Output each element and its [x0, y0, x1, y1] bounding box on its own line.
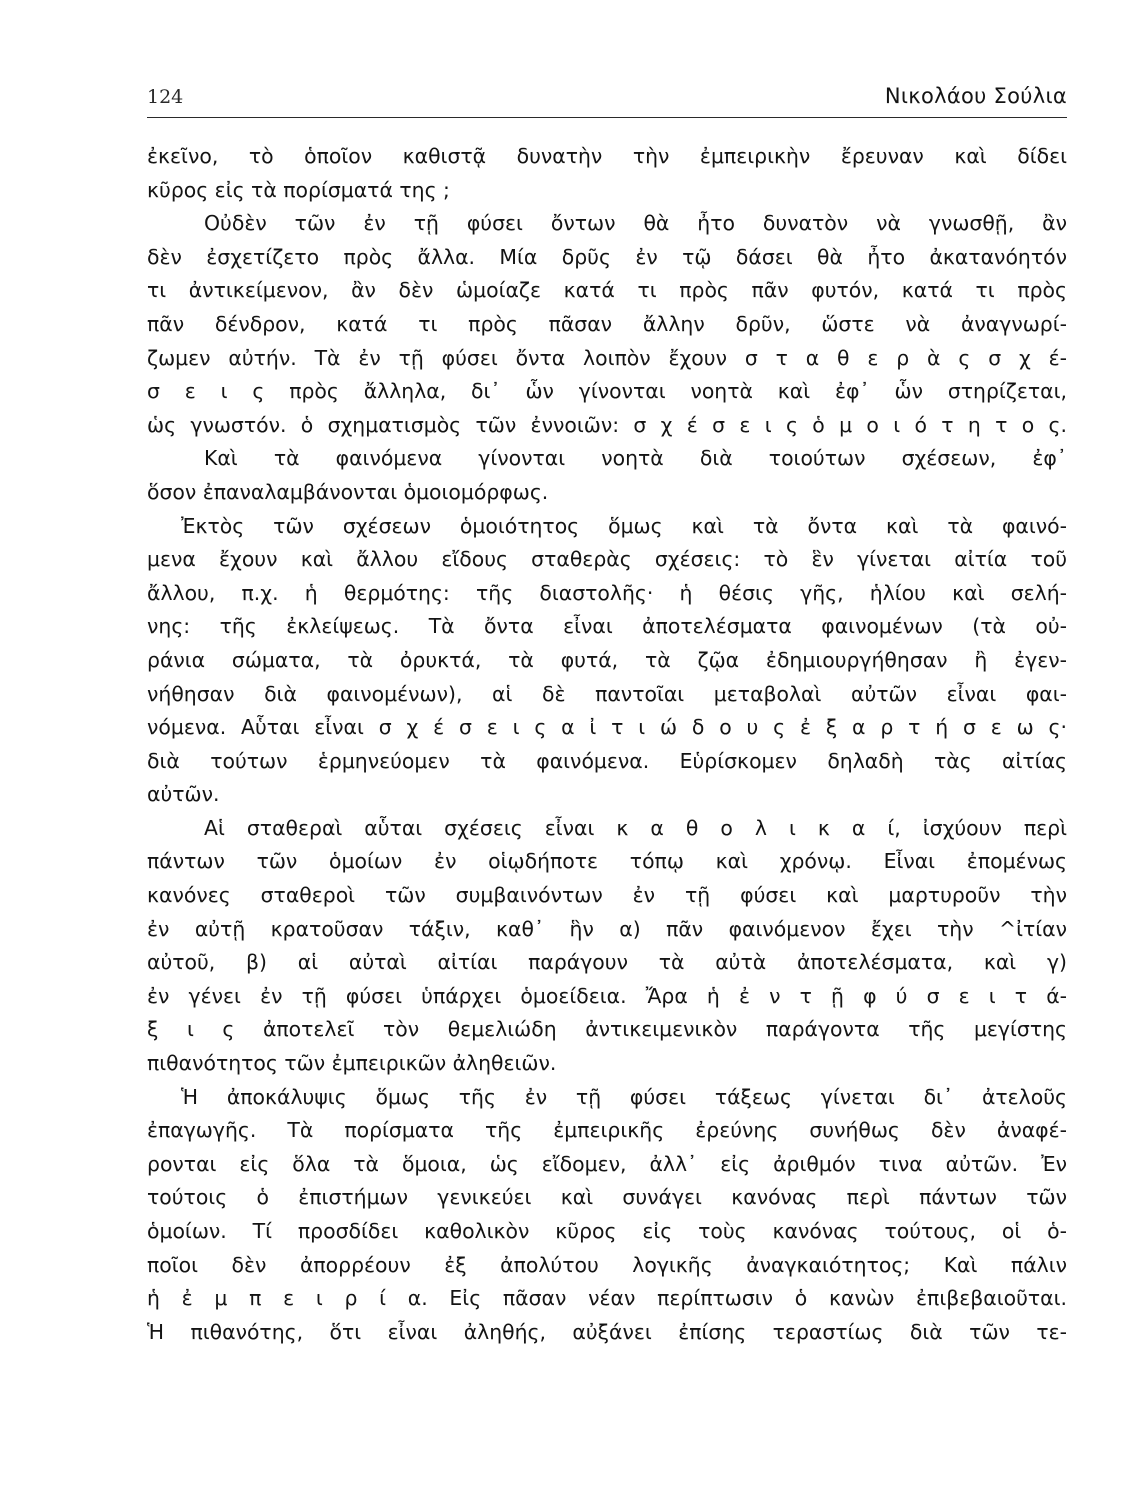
text-line: πᾶν δένδρον, κατά τι πρὸς πᾶσαν ἄλλην δρῦν, ὥστε νὰ ἀναγνωρί-: [147, 311, 1067, 336]
text-line: νόμενα. Αὗται εἶναι σ χ έ σ ε ι ς α ἰ τ ι ώ δ ο υ ς ἐ ξ α ρ τ ή σ ε ω ς·: [147, 715, 1067, 740]
text-line: μενα ἔχουν καὶ ἄλλου εἴδους σταθερὰς σχέσεις: τὸ ἓν γίνεται αἰτία τοῦ: [147, 547, 1067, 572]
text-line: ξ ι ς ἀποτελεῖ τὸν θεμελιώδη ἀντικειμενικὸν παράγοντα τῆς μεγίστης: [147, 1017, 1067, 1042]
text-line: πιθανότητος τῶν ἐμπειρικῶν ἀληθειῶν.: [147, 1051, 557, 1076]
text-line: Αἱ σταθεραὶ αὗται σχέσεις εἶναι κ α θ ο λ ι κ α ί, ἰσχύουν περὶ: [204, 815, 1067, 840]
text-line: ζωμεν αὐτήν. Τὰ ἐν τῇ φύσει ὄντα λοιπὸν ἔχουν σ τ α θ ε ρ ὰ ς σ χ έ-: [147, 345, 1067, 370]
text-line: Ἡ πιθανότης, ὅτι εἶναι ἀληθής, αὐξάνει ἐπίσης τεραστίως διὰ τῶν τε-: [147, 1319, 1067, 1344]
text-line: ὅσον ἐπαναλαμβάνονται ὁμοιομόρφως.: [147, 479, 549, 504]
text-line: σ ε ι ς πρὸς ἄλληλα, δι᾿ ὧν γίνονται νοητὰ καὶ ἐφ᾿ ὧν στηρίζεται,: [147, 379, 1067, 404]
text-line: ἐκεῖνο, τὸ ὁποῖον καθιστᾷ δυνατὴν τὴν ἐμπειρικὴν ἔρευναν καὶ δίδει: [147, 144, 1067, 168]
text-line: νήθησαν διὰ φαινομένων), αἱ δὲ παντοῖαι μεταβολαὶ αὐτῶν εἶναι φαι-: [147, 681, 1067, 706]
text-line: Ἡ ἀποκάλυψις ὅμως τῆς ἐν τῇ φύσει τάξεως γίνεται δι᾿ ἀτελοῦς: [181, 1084, 1067, 1109]
text-line: ἡ ἐ μ π ε ι ρ ί α. Εἰς πᾶσαν νέαν περίπτωσιν ὁ κανὼν ἐπιβεβαιοῦται.: [147, 1286, 1067, 1311]
running-head: [147, 84, 1067, 114]
text-line: Ἐκτὸς τῶν σχέσεων ὁμοιότητος ὅμως καὶ τὰ ὄντα καὶ τὰ φαινό-: [181, 513, 1067, 538]
text-line: τούτοις ὁ ἐπιστήμων γενικεύει καὶ συνάγει κανόνας περὶ πάντων τῶν: [147, 1185, 1067, 1210]
text-line: κανόνες σταθεροὶ τῶν συμβαινόντων ἐν τῇ φύσει καὶ μαρτυροῦν τὴν: [147, 883, 1067, 908]
text-line: αὐτοῦ, β) αἱ αὐταὶ αἰτίαι παράγουν τὰ αὐτὰ ἀποτελέσματα, καὶ γ): [147, 950, 1067, 975]
text-line: ποῖοι δὲν ἀπορρέουν ἐξ ἀπολύτου λογικῆς ἀναγκαιότητος; Καὶ πάλιν: [147, 1252, 1067, 1277]
text-line: ἐπαγωγῆς. Τὰ πορίσματα τῆς ἐμπειρικῆς ἐρεύνης συνήθως δὲν ἀναφέ-: [147, 1118, 1067, 1143]
text-line: τι ἀντικείμενον, ἂν δὲν ὡμοίαζε κατά τι πρὸς πᾶν φυτόν, κατά τι πρὸς: [147, 278, 1067, 303]
text-line: ἐν αὐτῇ κρατοῦσαν τάξιν, καθ᾿ ἣν α) πᾶν φαινόμενον ἔχει τὴν ^ἰτίαν: [147, 916, 1067, 941]
text-line: διὰ τούτων ἑρμηνεύομεν τὰ φαινόμενα. Εὑρίσκομεν δηλαδὴ τὰς αἰτίας: [147, 748, 1067, 773]
text-line: Οὐδὲν τῶν ἐν τῇ φύσει ὄντων θὰ ἦτο δυνατὸν νὰ γνωσθῇ, ἂν: [204, 211, 1067, 236]
text-line: Καὶ τὰ φαινόμενα γίνονται νοητὰ διὰ τοιούτων σχέσεων, ἐφ᾿: [204, 446, 1067, 471]
page-number: 124: [147, 86, 184, 108]
text-line: ὡς γνωστόν. ὁ σχηματισμὸς τῶν ἐννοιῶν: σ χ έ σ ε ι ς ὁ μ ο ι ό τ η τ ο ς.: [147, 412, 1067, 437]
text-line: ρονται εἰς ὅλα τὰ ὅμοια, ὡς εἴδομεν, ἀλλ᾿ εἰς ἀριθμόν τινα αὐτῶν. Ἐν: [147, 1151, 1067, 1176]
header-rule: [147, 117, 1067, 118]
text-line: ὁμοίων. Τί προσδίδει καθολικὸν κῦρος εἰς τοὺς κανόνας τούτους, οἱ ὁ-: [147, 1219, 1067, 1243]
text-line: ράνια σώματα, τὰ ὀρυκτά, τὰ φυτά, τὰ ζῷα ἐδημιουργήθησαν ἢ ἐγεν-: [147, 647, 1067, 672]
running-title: Νικολάου Σούλια: [884, 84, 1067, 108]
body-text: [147, 140, 1067, 1349]
text-line: νης: τῆς ἐκλείψεως. Τὰ ὄντα εἶναι ἀποτελέσματα φαινομένων (τὰ οὐ-: [147, 614, 1067, 639]
text-line: ἄλλου, π.χ. ἡ θερμότης: τῆς διαστολῆς· ἡ θέσις γῆς, ἡλίου καὶ σελή-: [147, 580, 1067, 605]
text-line: ἐν γένει ἐν τῇ φύσει ὑπάρχει ὁμοείδεια. Ἄρα ἡ ἐ ν τ ῇ φ ύ σ ε ι τ ά-: [147, 983, 1067, 1008]
text-line: πάντων τῶν ὁμοίων ἐν οἱῳδήποτε τόπῳ καὶ χρόνῳ. Εἶναι ἐπομένως: [147, 849, 1067, 874]
text-line: δὲν ἐσχετίζετο πρὸς ἄλλα. Μία δρῦς ἐν τῷ δάσει θὰ ἦτο ἀκατανόητόν: [147, 244, 1067, 269]
text-line: αὐτῶν.: [147, 782, 220, 807]
text-line: κῦρος εἰς τὰ πορίσματά της ;: [147, 177, 450, 202]
